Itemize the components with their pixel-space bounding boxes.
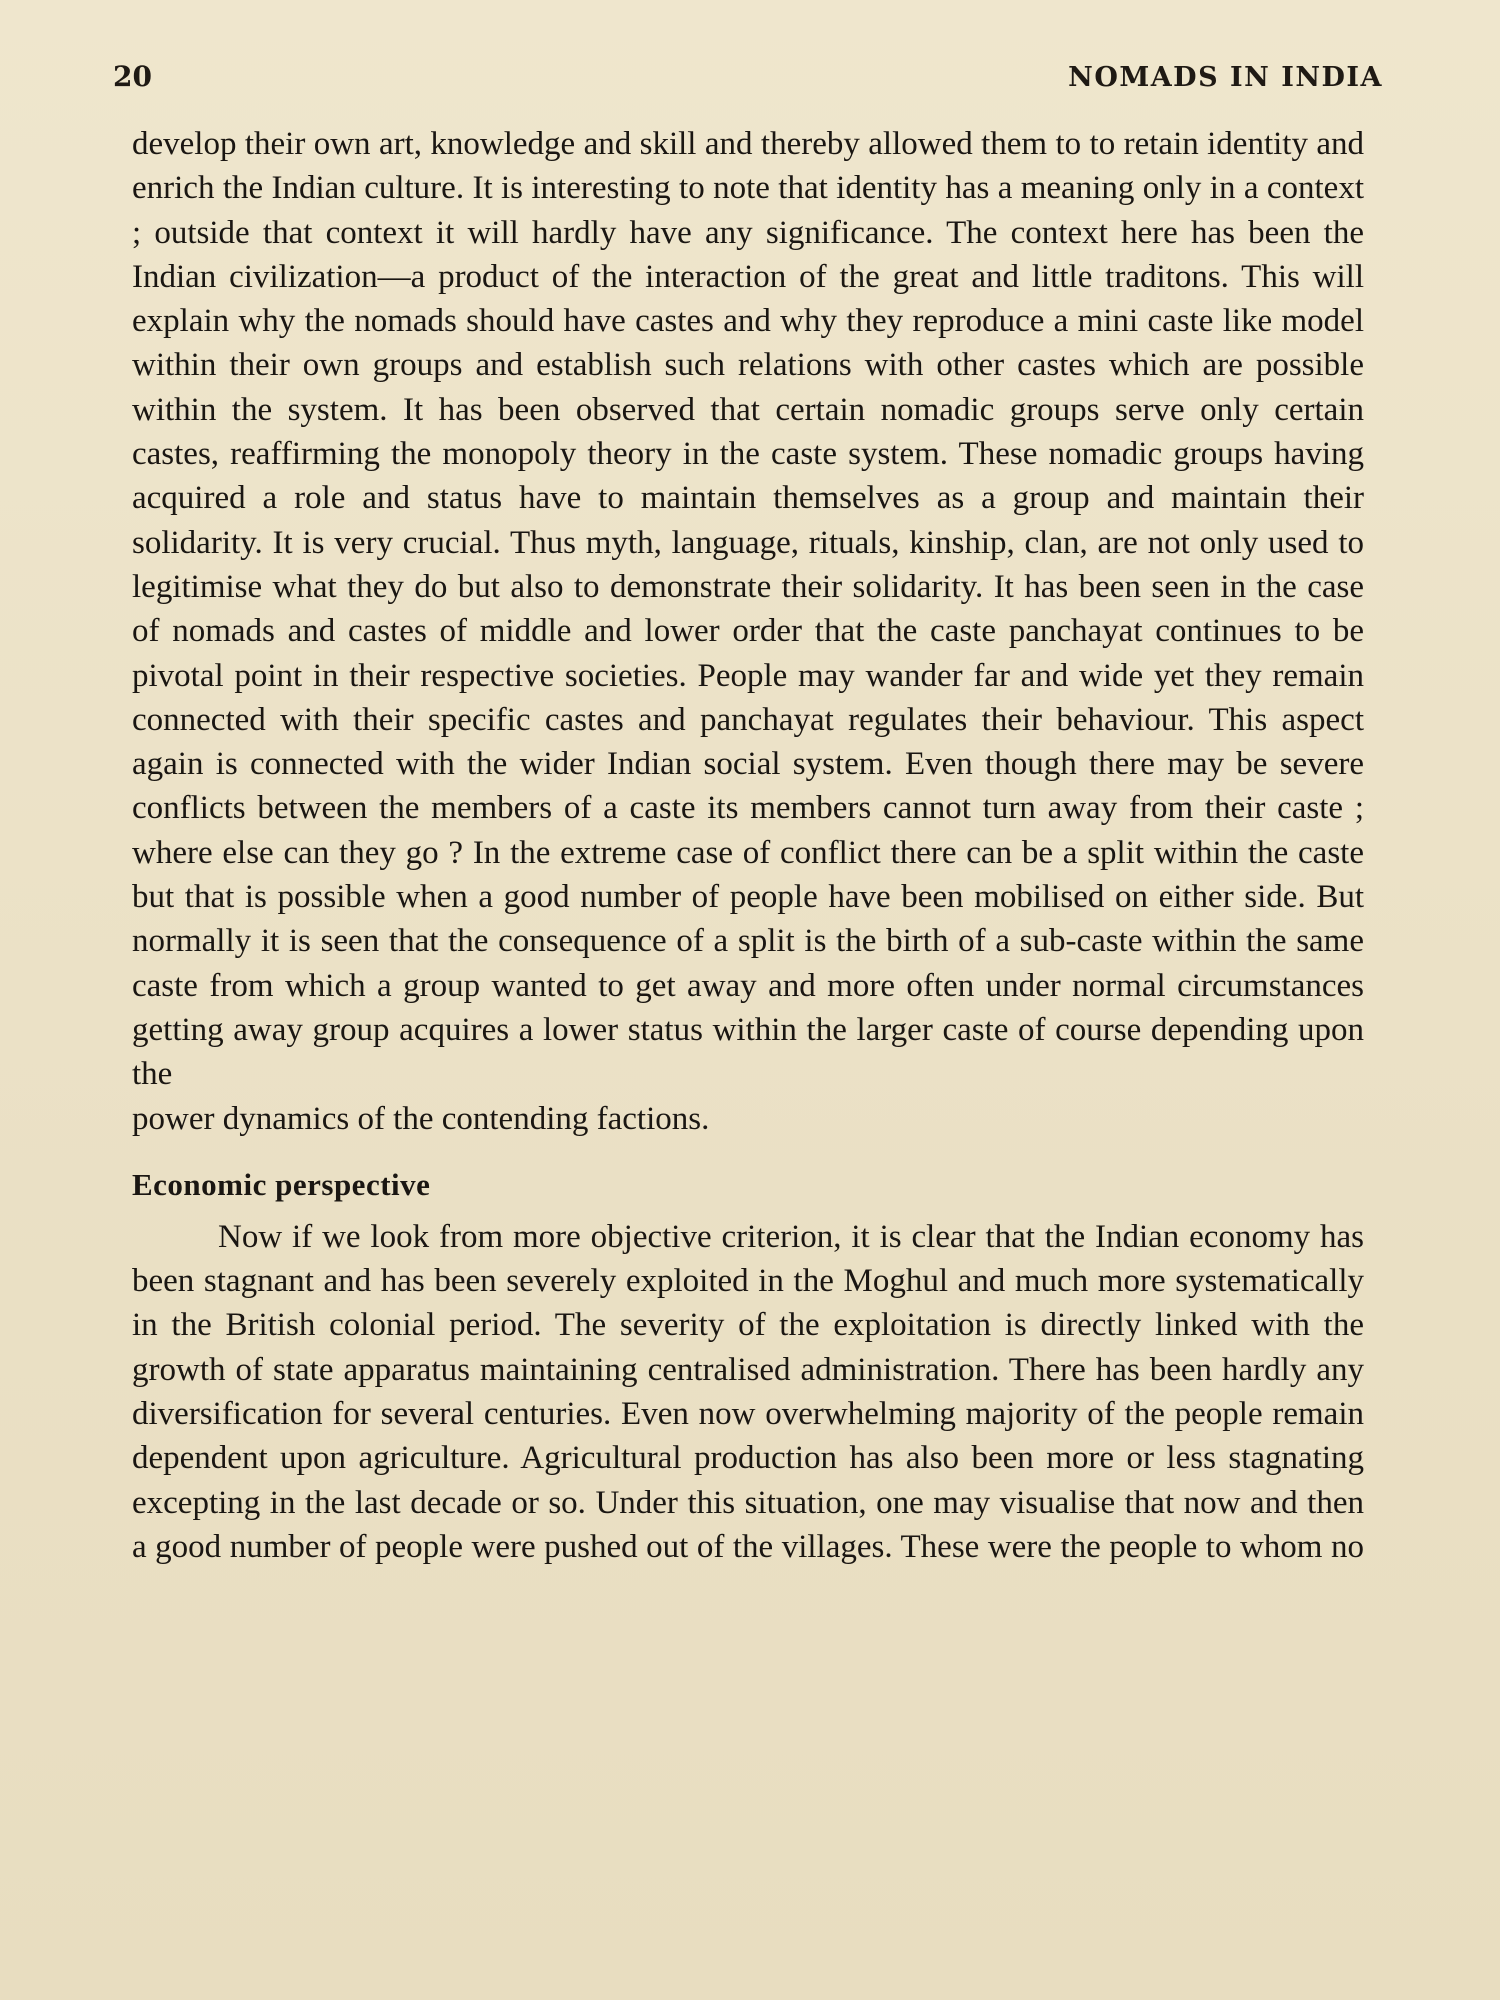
paragraph-caste-solidarity-text: develop their own art, knowledge and skill and thereby allowed them to to retain identity and enrich the Indian culture. It is interesting to note that identity has a meaning only in a context ; outside that context it will hardly have any significance. The context here has been the Indian civilization—a product of the interaction of the great and little traditons. This will explain why the nomads should have castes and why they reproduce a mini caste like model within their own groups and establish such relations with other castes which are possible within the system. It has been observed that certain nomadic groups serve only certain castes, reaffirming the monopoly theory in the caste system. These nomadic groups having acquired a role and status have to maintain themselves as a group and maintain their solidarity. It is very crucial. Thus myth, language, rituals, kinship, clan, are not only used to legitimise what they do but also to demonstrate their solidarity. It has been seen in the case of nomads and castes of middle and lower order that the caste panchayat continues to be pivotal point in their respective societies. People may wander far and wide yet they remain connected with their specific castes and panchayat regulates their behaviour. This aspect again is connected with the wider Indian social system. Even though there may be severe conflicts between the members of a caste its members cannot turn away from their caste ; where else can they go ? In the extreme case of conflict there can be a split within the caste but that is possible when a good number of people have been mobilised on either side. But normally it is seen that the consequence of a split is the birth of a sub-caste within the same caste from which a group wanted to get away and more often under normal circumstances getting away group acquires a lower status within the larger caste of course depending upon the	[132, 126, 1364, 1093]
page-header	[113, 60, 1383, 100]
section-heading: Economic perspective	[132, 1166, 431, 1202]
paragraph-economic-perspective-text: Now if we look from more objective criterion, it is clear that the Indian economy has been stagnant and has been severely exploited in the Moghul and much more systematically in the British colonial period. The severity of the exploitation is directly linked with the growth of state apparatus maintaining centralised administration. There has been hardly any diversification for several centuries. Even now overwhelming majority of the people remain dependent upon agriculture. Agricultural production has also been more or less stagnating excepting in the last decade or so. Under this situation, one may visualise that now and then a good number of people were pushed out of the villages. These were the people to whom no	[132, 1218, 1364, 1565]
page-number: 20	[113, 60, 152, 93]
paragraph-economic-perspective	[132, 1215, 1364, 1569]
running-head: NOMADS IN INDIA	[1068, 62, 1383, 93]
paragraph-caste-solidarity	[132, 122, 1364, 1097]
body-text	[132, 122, 1364, 1569]
paragraph-caste-solidarity-last-line: power dynamics of the contending factions.	[132, 1100, 710, 1137]
